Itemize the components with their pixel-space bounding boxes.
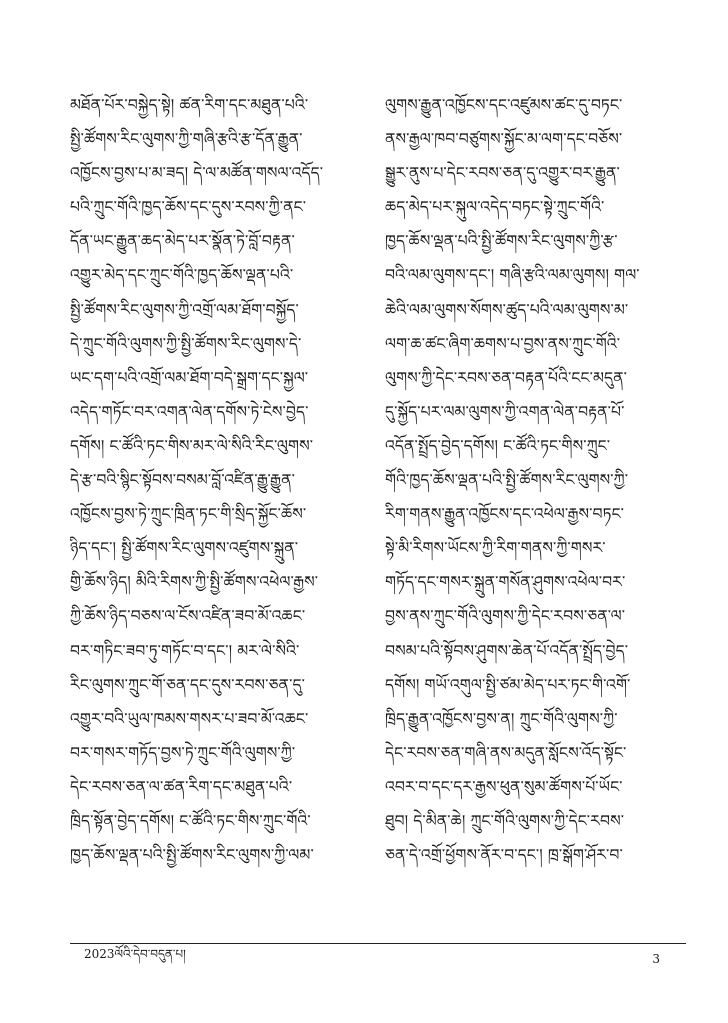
text-line: འབར་བ་དང་དར་རྒྱས་ཕུན་སུམ་ཚོགས་པོ་ཡོང་: [385, 777, 623, 796]
text-line: གྱི་ཆོས་ཉིད། མིའི་རིགས་ཀྱི་སྤྱི་ཚོགས་འཕེལ་རྒྱས་: [70, 573, 319, 592]
text-line: འགྱུར་མེད་དང་ཀྲུང་གོའི་ཁྱད་ཆོས་ལྡན་པའི་: [70, 266, 294, 285]
text-line: ཐུབ། དེ་མིན་ཆེ། ཀྲུང་གོའི་ལུགས་ཀྱི་དེང་རབས་: [385, 811, 625, 830]
text-line: ཉིད་དང་། སྤྱི་ཚོགས་རིང་ལུགས་འཛུགས་སྐྲུན་: [70, 539, 299, 558]
text-line: ནས་རྒྱལ་ཁབ་བཙུགས་སྐྱོང་མ་ལག་དང་བཅོས་: [385, 130, 623, 149]
text-line: བའི་ལམ་ལུགས་དང་། གཞི་རྩའི་ལམ་ལུགས། གལ་: [385, 266, 640, 285]
text-line: གཏོད་དང་གསར་སྐྲུན་གསོན་ཤུགས་འཕེལ་བར་: [385, 573, 626, 592]
left-text-column: [70, 88, 370, 872]
text-line: དེང་རབས་ཅན་གཞི་ནས་མདུན་སློངས་འོད་སྟོང་: [385, 743, 627, 762]
text-line: སྟེ་མི་རིགས་ཡོངས་ཀྱི་རིག་གནས་ཀྱི་གསར་: [385, 539, 606, 558]
text-line: དེ་ཀྲུང་གོའི་ལུགས་ཀྱི་སྤྱི་ཚོགས་རིང་ལུགས་དེ་: [70, 334, 302, 353]
text-line: ལུགས་རྒྱུན་འཁྱོངས་དང་འཛུམས་ཚང་དུ་བཏང་: [385, 96, 623, 114]
right-text-column: [385, 88, 685, 872]
page-number: 3: [652, 952, 660, 966]
text-line: འགྱུར་བའི་ཡུལ་ཁམས་གསར་པ་ཟབ་མོ་འཆང་: [70, 709, 309, 728]
text-line: དེང་རབས་ཅན་ལ་ཚན་རིག་དང་མཐུན་པའི་: [70, 777, 293, 796]
text-line: ཁྲིད་སྟོན་བྱེད་དགོས། ང་ཚོའི་ཏང་གིས་ཀྲུང་གོའི་: [70, 811, 311, 830]
text-line: བསམ་པའི་སྟོབས་ཤུགས་ཆེན་པོ་འདོན་སྤྲོད་བྱེད་: [385, 641, 629, 660]
text-line: འདེད་གཏོང་བར་འགན་ལེན་དགོས་ཏེ་ངེས་བྱེད་: [70, 402, 309, 421]
text-line: བར་གསར་གཏོད་བྱས་ཏེ་ཀྲུང་གོའི་ལུགས་ཀྱི་: [70, 743, 296, 762]
text-line: སྤྱི་ཚོགས་རིང་ལུགས་ཀྱི་གཞི་རྩའི་རྩ་དོན་རྒྱུན་: [70, 130, 303, 149]
text-line: བྱས་ནས་ཀྲུང་གོའི་ལུགས་ཀྱི་དེང་རབས་ཅན་ལ་: [385, 607, 626, 626]
text-line: སྤྱི་ཚོགས་རིང་ལུགས་ཀྱི་འགྲོ་ལམ་ཐོག་བསྐྱོད་: [70, 300, 299, 319]
text-line: དགོས། ང་ཚོའི་ཏང་གིས་མར་ལེ་སིའི་རིང་ལུགས་: [70, 436, 314, 455]
text-line: ལག་ཆ་ཚང་ཞིག་ཆགས་པ་བྱས་ནས་ཀྲུང་གོའི་: [385, 334, 621, 353]
text-line: ཁྱད་ཆོས་ལྡན་པའི་སྤྱི་ཚོགས་རིང་ལུགས་ཀྱི་རྩ་: [385, 232, 618, 251]
text-line: མཐོན་པོར་བསྐྱེད་སྟེ། ཚན་རིག་དང་མཐུན་པའི་: [70, 96, 309, 114]
text-line: དེ་རྩ་བའི་སྙིང་སྟོབས་བསམ་བློ་འཛིན་རྒྱུ་རྒྱུན་: [70, 471, 296, 490]
text-line: རིང་ལུགས་ཀྲུང་གོ་ཅན་དང་དུས་རབས་ཅན་དུ་: [70, 675, 305, 694]
text-line: ཅན་དེ་འགྲོ་ཕྱོགས་ནོར་བ་དང་། ཁྲ་སྒོག་ཤོར་བ་: [385, 846, 623, 865]
text-line: ལུགས་ཀྱི་དེང་རབས་ཅན་བརྟན་པོའི་ངང་མདུན་: [385, 368, 627, 387]
text-line: འཁྱོངས་བྱས་པ་མ་ཟད། དེ་ལ་མཚོན་གསལ་འདོད་: [70, 164, 324, 183]
text-line: ཁྱད་ཆོས་ལྡན་པའི་སྤྱི་ཚོགས་རིང་ལུགས་ཀྱི་ལམ་: [70, 846, 314, 865]
text-line: ཆད་མེད་པར་སྐུལ་འདེད་བཏང་སྟེ་ཀྲུང་གོའི་: [385, 198, 605, 217]
text-line: ཡང་དག་པའི་འགྲོ་ལམ་ཐོག་བདེ་སྒྲག་དང་སྐྱལ་: [70, 368, 309, 387]
text-line: ཀྱི་ཆོས་ཉིད་བཅས་ལ་ངོས་འཛིན་ཟབ་མོ་འཆང་: [70, 607, 306, 626]
text-line: པའི་ཀྲུང་གོའི་ཁྱད་ཆོས་དང་དུས་རབས་ཀྱི་ནང་: [70, 198, 307, 217]
text-line: ཁྲིད་རྒྱུན་འཁྱོངས་བྱས་ན། ཀྲུང་གོའི་ལུགས་ཀྱི་: [385, 709, 618, 728]
text-line: རིག་གནས་རྒྱུན་འཁྱོངས་དང་འཕེལ་རྒྱས་བཏང་: [385, 505, 625, 524]
text-line: དོན་ཡང་རྒྱུན་ཆད་མེད་པར་སྣོན་ཏེ་བློ་བརྟན་: [70, 232, 295, 251]
text-line: ཆེའི་ལམ་ལུགས་སོགས་ཚུད་པའི་ལམ་ལུགས་མ་: [385, 300, 629, 319]
text-line: སྒྱུར་ནུས་པ་དེང་རབས་ཅན་དུ་འགྱུར་བར་རྒྱུན་: [385, 164, 620, 183]
text-line: འཁྱོངས་བྱས་ཏེ་ཀྲུང་ཁྲིན་ཏང་གི་སྲིད་སྐྱོང་ཆོས་: [70, 505, 307, 524]
text-line: འདོན་སྤྲོད་བྱེད་དགོས། ང་ཚོའི་ཏང་གིས་ཀྲུང་: [385, 436, 611, 455]
footer-rule: [70, 943, 686, 944]
text-line: དུ་སྐྱོད་པར་ལམ་ལུགས་ཀྱི་འགན་ལེན་བརྟན་པོ་: [385, 402, 625, 421]
text-line: དགོས། གཡོ་འགུལ་སྤྱི་ཙམ་མེད་པར་ཏང་གི་འགོ་: [385, 675, 631, 694]
text-line: བར་གཏིང་ཟབ་ཏུ་གཏོང་བ་དང་། མར་ལེ་སིའི་: [70, 641, 300, 660]
footer-issue: 2023ལོའི་དེབ་བདུན་པ།: [84, 947, 186, 961]
text-line: གོའི་ཁྱད་ཆོས་ལྡན་པའི་སྤྱི་ཚོགས་རིང་ལུགས་ཀྱི་: [385, 471, 629, 490]
